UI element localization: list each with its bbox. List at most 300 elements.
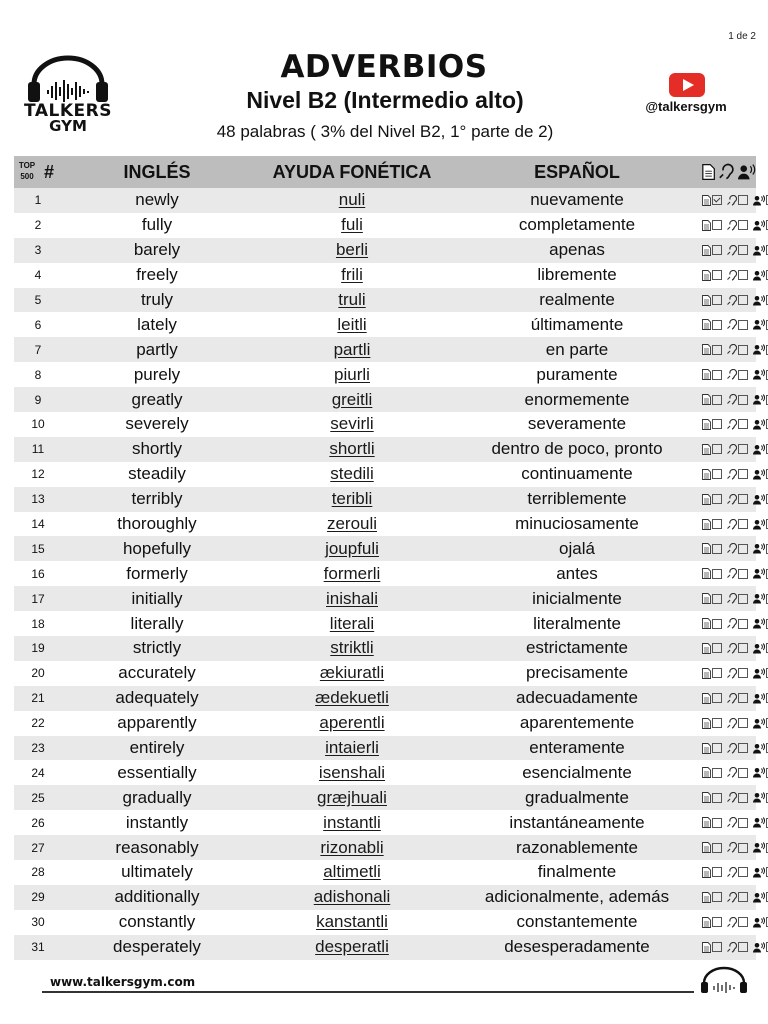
checkbox[interactable] [738,544,748,554]
checkbox[interactable] [712,370,722,380]
speaking-person-check [753,668,768,679]
document-icon [702,270,711,281]
checkbox[interactable] [738,693,748,703]
social-handle[interactable]: @talkersgym [645,99,727,114]
phonetic-help [252,190,452,210]
speaking-person-check [753,593,768,604]
checkbox[interactable] [738,619,748,629]
checkbox[interactable] [712,270,722,280]
phonetic-text: berli [335,240,369,260]
phonetic-help [252,539,452,559]
spanish-translation: nuevamente [530,190,624,210]
youtube-icon[interactable] [669,73,705,97]
ear-check [727,817,748,828]
header-500-label: 500 [20,172,34,181]
phonetic-help [252,887,452,907]
phonetic-text: instantli [323,812,381,832]
ear-check [727,295,748,306]
table-row [14,711,756,736]
speaking-person-check [753,817,768,828]
row-number: 4 [34,268,42,283]
checkbox[interactable] [712,569,722,579]
header-icons [702,162,756,182]
english-word: essentially [117,762,197,782]
speaking-person-icon [753,892,765,903]
row-number: 5 [34,293,42,307]
checkbox[interactable] [712,768,722,778]
row-number: 13 [31,492,45,507]
progress-checkboxes [702,942,756,953]
document-check [702,319,722,330]
ear-icon [727,867,737,878]
spanish-translation: últimamente [530,314,624,334]
english-word: instantly [125,812,189,832]
ear-check [727,245,748,256]
spanish-translation: gradualmente [525,787,629,807]
checkbox[interactable] [738,569,748,579]
ear-check [727,917,748,928]
checkbox[interactable] [712,643,722,653]
document-check [702,743,722,754]
spanish-translation: antes [556,563,598,583]
speaking-person-check [753,743,768,754]
progress-checkboxes [702,693,756,704]
checkbox[interactable] [738,519,748,529]
footer-url[interactable]: www.talkersgym.com [50,975,196,989]
table-row [14,362,756,387]
progress-checkboxes [702,618,756,629]
document-icon [702,618,711,629]
document-check [702,419,722,430]
checkbox[interactable] [738,345,748,355]
ear-check [727,270,748,281]
checkbox[interactable] [712,419,722,429]
row-number: 15 [31,541,45,556]
ear-check [727,842,748,853]
ear-icon [727,319,737,330]
ear-icon [727,593,737,604]
progress-checkboxes [702,220,756,231]
speaking-person-icon [753,519,765,530]
english-word: steadily [128,464,186,484]
row-number: 29 [31,890,45,905]
checkbox[interactable] [738,643,748,653]
speaking-person-icon [753,543,765,554]
page-number: 1 de 2 [728,31,756,42]
ear-icon [727,568,737,579]
table-row [14,636,756,661]
speaking-person-icon [753,618,765,629]
speaking-person-icon [753,469,765,480]
phonetic-help [252,638,452,658]
spanish-translation: instantáneamente [509,812,645,832]
checkbox[interactable] [738,295,748,305]
document-icon [702,767,711,778]
progress-checkboxes [702,319,756,330]
ear-icon [727,369,737,380]
checkbox[interactable] [712,892,722,902]
document-icon [702,220,711,231]
document-icon [702,892,711,903]
speaking-person-check [753,568,768,579]
checkbox[interactable] [712,395,722,405]
checkbox[interactable] [738,469,748,479]
phonetic-text: isenshali [318,762,386,782]
phonetic-text: joupfuli [325,538,379,558]
document-icon [702,568,711,579]
phonetic-text: intaierli [325,738,379,758]
speaking-person-check [753,469,768,480]
row-number: 20 [31,666,45,681]
table-row [14,686,756,711]
phonetic-help [252,813,452,833]
checkbox[interactable] [712,942,722,952]
spanish-translation: enormemente [524,389,630,409]
english-word: literally [130,613,184,633]
phonetic-text: frili [341,265,363,285]
document-icon [702,344,711,355]
speaking-person-icon [753,792,765,803]
phonetic-text: altimetli [323,862,381,882]
speaking-person-icon [753,643,765,654]
table-row [14,213,756,238]
checkbox[interactable] [712,594,722,604]
page-description: 48 palabras ( 3% del Nivel B2, 1° parte de 2) [216,122,554,141]
checkbox[interactable] [712,718,722,728]
speaking-person-check [753,494,768,505]
vocabulary-table [14,156,756,960]
english-word: freely [136,265,178,285]
progress-checkboxes [702,295,756,306]
row-number: 27 [31,840,45,855]
row-number: 11 [31,442,45,457]
ear-check [727,767,748,778]
progress-checkboxes [702,917,756,928]
phonetic-text: truli [338,290,366,309]
table-row [14,337,756,362]
ear-check [727,494,748,505]
phonetic-help [252,290,452,310]
ear-icon [727,668,737,679]
speaking-person-icon [753,743,765,754]
phonetic-help [252,738,452,758]
ear-check [727,618,748,629]
phonetic-help [252,489,452,509]
document-icon [702,394,711,405]
english-word: desperately [113,937,201,957]
spanish-translation: puramente [536,364,618,384]
phonetic-text: fuli [341,215,363,235]
row-number: 6 [34,317,42,332]
speaking-person-check [753,917,768,928]
ear-check [727,718,748,729]
ear-check [727,792,748,803]
ear-icon [727,892,737,903]
speaking-person-check [753,295,768,306]
document-check [702,394,722,405]
speaking-person-check [753,792,768,803]
checkbox[interactable] [712,494,722,504]
english-word: hopefully [122,538,192,558]
ear-icon [727,519,737,530]
document-check [702,917,722,928]
spanish-translation: razonablemente [516,837,638,857]
ear-check [727,195,748,206]
document-check [702,245,722,256]
speaking-person-check [753,767,768,778]
row-number: 25 [31,790,45,805]
ear-icon [727,693,737,704]
row-number: 3 [34,243,42,258]
checkbox[interactable] [738,867,748,877]
checkbox[interactable] [738,668,748,678]
table-row [14,661,756,686]
header-phonetic: AYUDA FONÉTICA [272,161,432,182]
ear-icon [727,295,737,306]
phonetic-text: partli [333,339,371,359]
ear-check [727,743,748,754]
phonetic-text: shortli [329,439,375,459]
document-check [702,668,722,679]
checkbox[interactable] [738,195,748,205]
phonetic-help [252,315,452,335]
english-word: lately [137,314,177,334]
progress-checkboxes [702,643,756,654]
phonetic-help [252,514,452,534]
checkbox[interactable] [738,270,748,280]
checkbox[interactable] [738,370,748,380]
ear-icon [727,718,737,729]
phonetic-help [252,390,452,410]
header-top-label: TOP [18,161,36,170]
phonetic-help [252,240,452,260]
table-row [14,860,756,885]
ear-icon [727,344,737,355]
document-icon [702,519,711,530]
checkbox[interactable] [712,444,722,454]
document-check [702,767,722,778]
english-word: apparently [117,713,197,733]
english-word: severely [125,414,189,434]
checkbox[interactable] [712,693,722,703]
document-check [702,867,722,878]
checkbox[interactable] [738,892,748,902]
checkbox[interactable] [712,195,722,205]
document-icon [702,643,711,654]
checkbox[interactable] [738,419,748,429]
spanish-translation: constantemente [516,912,638,932]
checkbox[interactable] [712,519,722,529]
ear-icon [727,643,737,654]
checkbox[interactable] [738,220,748,230]
speaking-person-icon [753,195,765,206]
row-number: 16 [31,566,45,581]
speaking-person-icon [753,842,765,853]
speaking-person-check [753,344,768,355]
spanish-translation: libremente [537,265,617,285]
document-icon [702,917,711,928]
progress-checkboxes [702,842,756,853]
row-number: 17 [31,591,45,606]
speaking-person-icon [753,419,765,430]
document-icon [702,842,711,853]
ear-check [727,220,748,231]
document-check [702,195,722,206]
speaking-person-icon [753,867,765,878]
checkbox[interactable] [738,718,748,728]
table-row [14,487,756,512]
spanish-translation: literalmente [533,613,621,633]
phonetic-text: rizonabli [320,837,384,857]
document-check [702,469,722,480]
ear-check [727,419,748,430]
phonetic-help [252,414,452,434]
checkbox[interactable] [738,245,748,255]
phonetic-text: græjhuali [317,787,387,807]
row-number: 8 [34,367,42,382]
checkbox[interactable] [712,818,722,828]
checkbox[interactable] [712,345,722,355]
document-check [702,543,722,554]
document-check [702,892,722,903]
table-row [14,188,756,213]
ear-check [727,344,748,355]
logo-text-gym: GYM [49,117,87,135]
document-icon [702,543,711,554]
spanish-translation: ojalá [559,538,595,558]
english-word: terribly [131,489,183,509]
speaking-person-icon [753,767,765,778]
phonetic-help [252,937,452,957]
checkbox[interactable] [712,544,722,554]
checkbox[interactable] [712,843,722,853]
phonetic-text: ædekuetli [315,688,389,708]
table-row [14,586,756,611]
checkbox[interactable] [738,494,748,504]
phonetic-text: stedili [330,464,374,484]
checkbox[interactable] [738,793,748,803]
document-check [702,792,722,803]
progress-checkboxes [702,743,756,754]
progress-checkboxes [702,792,756,803]
checkbox[interactable] [738,594,748,604]
spanish-translation: completamente [518,215,636,235]
checkbox[interactable] [712,220,722,230]
english-word: fully [141,215,173,235]
ear-check [727,867,748,878]
checkbox[interactable] [712,245,722,255]
phonetic-text: greitli [331,389,373,409]
document-check [702,494,722,505]
phonetic-text: ækiuratli [319,663,385,683]
document-icon [702,494,711,505]
english-word: barely [133,240,181,260]
ear-check [727,519,748,530]
progress-checkboxes [702,767,756,778]
checkbox[interactable] [738,444,748,454]
speaking-person-icon [753,444,765,455]
checkbox[interactable] [712,619,722,629]
table-row [14,611,756,636]
speaking-person-check [753,543,768,554]
english-word: purely [133,364,181,384]
progress-checkboxes [702,543,756,554]
document-check [702,718,722,729]
table-row [14,312,756,337]
english-word: additionally [114,887,200,907]
ear-icon [727,543,737,554]
checkbox[interactable] [738,768,748,778]
phonetic-help [252,763,452,783]
english-word: adequately [115,688,199,708]
table-row [14,810,756,835]
checkbox[interactable] [738,743,748,753]
spanish-translation: minuciosamente [515,514,639,534]
ear-icon [727,419,737,430]
speaking-person-icon [753,668,765,679]
spanish-translation: severamente [527,414,627,434]
speaking-person-icon [753,718,765,729]
checkbox[interactable] [712,320,722,330]
checkbox[interactable] [738,320,748,330]
logo-text-talkers: TALKERS [24,101,112,121]
checkbox[interactable] [738,942,748,952]
document-check [702,842,722,853]
speaking-person-check [753,195,768,206]
spanish-translation: en parte [545,339,609,359]
speaking-person-icon [753,494,765,505]
document-icon [702,419,711,430]
spanish-translation: adecuadamente [516,688,638,708]
phonetic-text: nuli [338,190,366,210]
checkbox[interactable] [712,917,722,927]
ear-icon [727,842,737,853]
phonetic-help [252,862,452,882]
ear-icon [719,162,734,182]
phonetic-help [252,713,452,733]
spanish-translation: estrictamente [525,638,629,658]
progress-checkboxes [702,593,756,604]
row-number: 10 [31,417,45,432]
checkbox[interactable] [738,818,748,828]
checkbox[interactable] [738,395,748,405]
ear-check [727,543,748,554]
checkbox[interactable] [712,668,722,678]
checkbox[interactable] [738,843,748,853]
ear-check [727,319,748,330]
ear-check [727,444,748,455]
row-number: 22 [31,716,45,731]
header-spanish: ESPAÑOL [534,161,620,182]
checkbox[interactable] [712,743,722,753]
phonetic-text: inishali [326,588,378,608]
ear-icon [727,195,737,206]
page-title: ADVERBIOS [280,49,488,85]
checkbox[interactable] [712,793,722,803]
checkbox[interactable] [712,469,722,479]
phonetic-text: adishonali [313,887,391,907]
ear-icon [727,917,737,928]
speaking-person-check [753,519,768,530]
table-row [14,512,756,537]
document-icon [702,245,711,256]
footer-headphones-icon [698,965,750,995]
checkbox[interactable] [712,295,722,305]
speaking-person-check [753,892,768,903]
checkbox[interactable] [738,917,748,927]
row-number: 23 [31,741,45,756]
checkbox[interactable] [712,867,722,877]
